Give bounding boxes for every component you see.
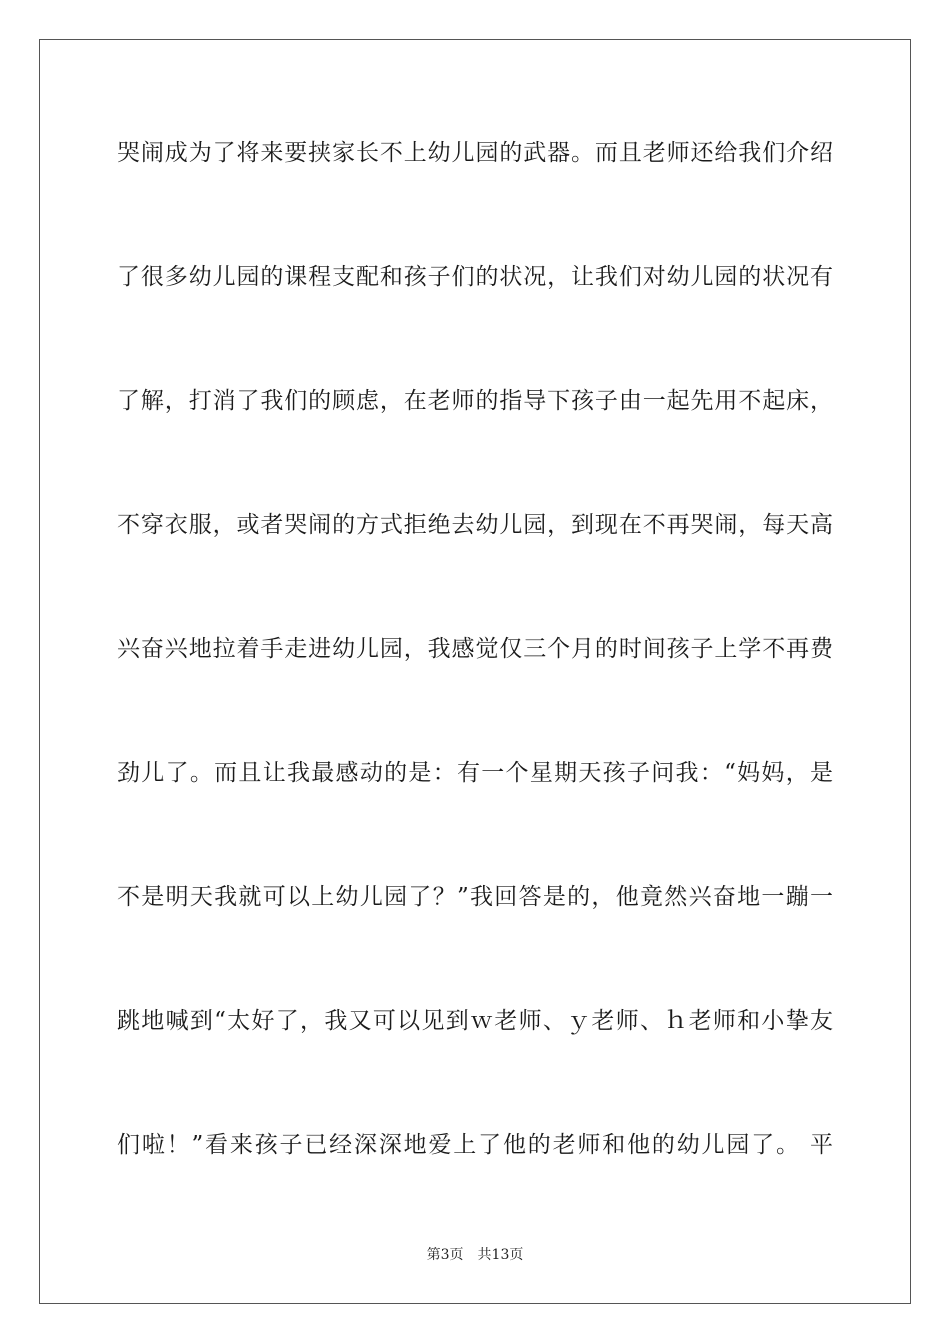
total-pages: 共13页 [477, 1247, 524, 1263]
text-line: 哭闹成为了将来要挟家长不上幼儿园的武器。而且老师还给我们介绍 [117, 140, 833, 166]
page-number: 第3页 [426, 1247, 464, 1263]
text-line: 们啦！”看来孩子已经深深地爱上了他的老师和他的幼儿园了。 平 [117, 1132, 833, 1158]
text-line: 跳地喊到“太好了，我又可以见到ｗ老师、ｙ老师、ｈ老师和小挚友 [117, 1008, 833, 1034]
text-line: 劲儿了。而且让我最感动的是：有一个星期天孩子问我：“妈妈，是 [117, 760, 833, 786]
page-footer [0, 1245, 950, 1265]
text-line: 兴奋兴地拉着手走进幼儿园，我感觉仅三个月的时间孩子上学不再费 [117, 636, 833, 662]
text-line: 了解，打消了我们的顾虑，在老师的指导下孩子由一起先用不起床， [117, 388, 833, 414]
text-line: 了很多幼儿园的课程支配和孩子们的状况，让我们对幼儿园的状况有 [117, 264, 833, 290]
text-line: 不是明天我就可以上幼儿园了？”我回答是的，他竟然兴奋地一蹦一 [117, 884, 833, 910]
body-text [117, 127, 833, 1243]
text-line: 不穿衣服，或者哭闹的方式拒绝去幼儿园，到现在不再哭闹，每天高 [117, 512, 833, 538]
